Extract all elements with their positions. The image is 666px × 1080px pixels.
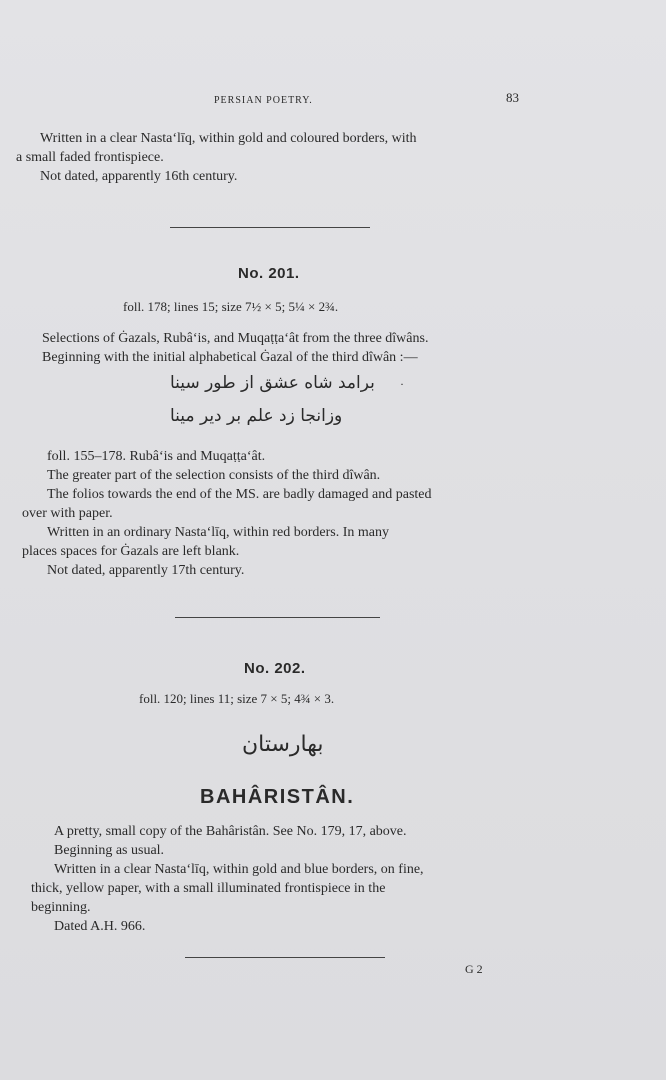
entry-201-note: Written in an ordinary Nasta‘līq, within red borders. In many: [47, 525, 389, 540]
section-divider: [175, 617, 380, 618]
entry-number-202: No. 202.: [244, 660, 306, 677]
entry-201-foll: foll. 178; lines 15; size 7½ × 5; 5¼ × 2¾.: [123, 299, 339, 314]
entry-201-note: foll. 155–178. Rubâ‘is and Muqaṭṭa‘ât.: [47, 449, 266, 464]
entry-202-note: Beginning as usual.: [54, 843, 165, 858]
title-persian: بهارستان: [242, 732, 324, 757]
verse-marker: ·: [400, 377, 404, 391]
entry-202-note: thick, yellow paper, with a small illuminated frontispiece in the: [31, 881, 386, 896]
section-divider: [170, 227, 370, 228]
title-latin: BAHÂRISTÂN.: [200, 786, 355, 808]
entry-202-note: A pretty, small copy of the Bahâristân. See No. 179, 17, above.: [54, 824, 407, 839]
entry-201-desc-line: Selections of Ġazals, Rubâ‘is, and Muqaṭṭa‘ât from the three dîwâns.: [42, 331, 429, 346]
entry-202-note: Dated A.H. 966.: [54, 919, 146, 934]
entry-201-note: Not dated, apparently 17th century.: [47, 563, 245, 578]
signature-mark: G 2: [465, 962, 483, 976]
section-divider: [185, 957, 385, 958]
entry-number-201: No. 201.: [238, 265, 300, 282]
intro-line: Not dated, apparently 16th century.: [40, 169, 238, 184]
entry-201-note: The greater part of the selection consists of the third dîwân.: [47, 468, 381, 483]
persian-verse-1: برامد شاه عشق از طور سینا: [170, 373, 375, 393]
entry-201-desc-line: Beginning with the initial alphabetical Ġazal of the third dîwân :—: [42, 350, 418, 365]
intro-line: a small faded frontispiece.: [16, 150, 164, 165]
intro-line: Written in a clear Nasta‘līq, within gold and coloured borders, with: [40, 131, 417, 146]
entry-201-note: over with paper.: [22, 506, 113, 521]
entry-202-note: Written in a clear Nasta‘līq, within gold and blue borders, on fine,: [54, 862, 424, 877]
page-number: 83: [506, 90, 519, 105]
entry-202-foll: foll. 120; lines 11; size 7 × 5; 4¾ × 3.: [139, 691, 335, 706]
entry-202-note: beginning.: [31, 900, 91, 915]
entry-201-note: places spaces for Ġazals are left blank.: [22, 544, 240, 559]
persian-verse-2: وزانجا زد علم بر دیر مینا: [170, 406, 343, 426]
running-title: PERSIAN POETRY.: [214, 95, 313, 106]
entry-201-note: The folios towards the end of the MS. are badly damaged and pasted: [47, 487, 432, 502]
